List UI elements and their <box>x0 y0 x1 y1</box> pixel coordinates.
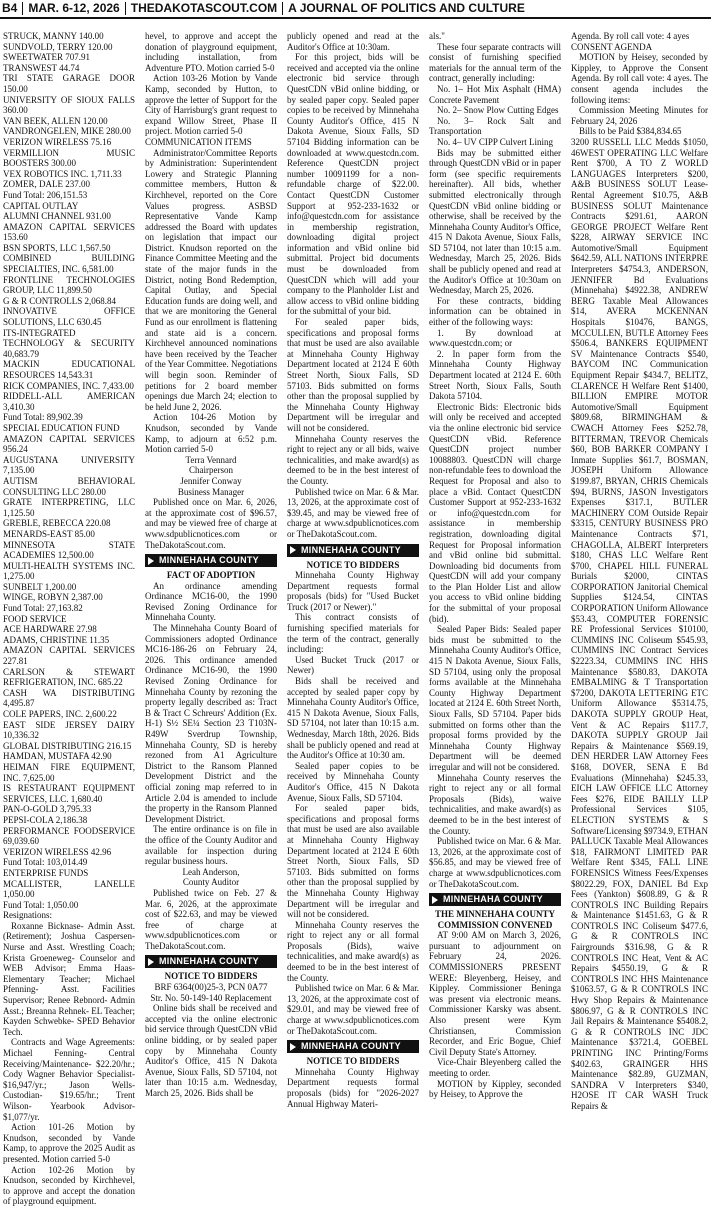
listing-line: Resignations: <box>3 910 52 921</box>
listing-line: CAPITAL OUTLAY <box>3 200 79 211</box>
notice-paragraph: These four separate contracts will consist of furnishing specified materials for the annual term of the contract, generally including: <box>429 41 561 84</box>
notice-paragraph: Action 103-26 Motion by Vande Kamp, seconded by Hutton, to approve the letter of Support for the City of Harrisburg's grant request to expand Willow Street, Phase II project. Motion carried 5-0 <box>145 73 277 137</box>
signature-line: Terra Vennard <box>185 454 237 465</box>
listing-line: 3200 RUSSELL LLC Medds $1050, 46WEST OPERATING LLC Welfare Rent $700, A TO Z WORLD LANGUAGES Interpreters $200, A&B BUSINESS SOLUT Lease-Rental Agreement $10.75, A&B BUSINESS SOLUT Maintenance Contracts $291.61, AARON GEORGE PROJECT Welfare Rent $228, AIRWAY SERVICE INC Automotive/Small Equipment $642.59, ALL NATIONS INTERPRE Interpreters $4754.3, ANDERSON, JENNIFER Bd Evaluations (Minnehaha) $4922.38, ANDREW BERG Taxable Meal Allowances $14, AVERA MCKENNAN Hospitals $10476, BANGS, MCCULLEN, BUTLE Attorney Fees $506.4, BANKERS EQUIPMENT SV Maintenance Contracts $540, BAYCOM INC Communication Equipment Repair $434.7, BELITZ, CLARENCE H Welfare Rent $1400, BILLION EMPIRE MOTOR Automotive/Small Equipment $809.68, BIRMINGHAM & CWACH Attorney Fees $252.78, BITTERMAN, TREVOR Chemicals $60, BOB BARKER COMPANY I Inmate Supplies $61.7, BOSMAN, JOSEPH Uniform Allowance $199.87, BRYAN, CHRIS Chemicals $94, BURNS, JASON Investigators Expenses $317.1, BUTLER MACHINERY COM Outside Repair $3315, CENTURY BUSINESS PRO Maintenance Contracts $71, CHAGOLLA, ALBERT Interpreters $180, CHAS LLC Welfare Rent $700, CHAPEL HILL FUNERAL Burials $2000, CINTAS CORPORATION Janitorial Chemical Supplies $124.54, CINTAS CORPORATION Uniform Allowance $53.43, COMPUTER FORENSIC RE Professional Services $10100, CUMMINS INC Coliseum $545.93, CUMMINS INC Contract Services $2223.34, CUMMINS INC HHS Maintenance $580.83, DAKOTA EMBALMING & T Transportation $7200, DAKOTA LETTERING ETC Uniform Allowance $5314.75, DAKOTA SUPPLY GROUP Heat, Vent & AC Repairs $117.7, DAKOTA SUPPLY GROUP Jail Repairs & Maintenance $569.19, DEN HERDER LAW Attorney Fees $168, DOVER, SENA E Bd Evaluations (Minnehaha) $245.33, EICH LAW OFFICE LLC Attorney Fees $276, EIDE BAILLY LLP Professional Services $105, ELECTION SYSTEMS & S Software/Licensing $9734.9, ETHAN PALLUCK Taxable Meal Allowances $18, FAIRMONT LIMITED PAR Welfare Rent $345, FALL LINE FORENSICS Witness Fees/Expenses $8022.29, FOX, DANIEL Bd Exp Fees (Yankton) $608.89, G & R CONTROLS INC Building Repairs & Maintenance $1451.63, G & R CONTROLS INC Coliseum $477.6, G & R CONTROLS INC Fairgrounds $316.98, G & R CONTROLS INC Heat, Vent & AC Repairs $4550.19, G & R CONTROLS INC HHS Maintenance $1063.57, G & R CONTROLS INC Hwy Shop Repairs & Maintenance $806.97, G & R CONTROLS INC Jail Repairs & Maintenance $5408.2, G & R CONTROLS INC JDC Maintenance $3721.4, GOEBEL PRINTING INC Printing/Forms $402.63, GRAINGER HHS Maintenance $82.89, GUZMAN, SANDRA V Interpreters $340, H2OSE IT CAR WASH Truck Repairs & <box>571 136 708 1111</box>
listing-line: ZOMER, DALE 237.00 <box>3 179 90 190</box>
notice-paragraph: The Minnehaha County Board of Commissioners adopted Ordinance MC16-186-26 on February 24, 2026. This ordinance amended Ordinance MC16-90, the 1990 Revised Zoning Ordinance for Minnehaha County by rezoning the property legally described as: Tract B & Tract C Schreurs' Addition (Ex. H-1) S½ SE¼ Section 23 T103N-R49W Sverdrup Township, Minnehaha County, SD is hereby rezoned from A1 Agriculture District to the Ransom Planned Development District and the official zoning map referred to in Article 2.04 is amended to include the property in the Ransom Planned Development District. <box>145 623 277 824</box>
notice-paragraph: This contract consists of furnishing specified materials for the term of the contract, generally including: <box>287 612 419 655</box>
notice-paragraph: For this project, bids will be received and accepted via the online electronic bid service through QuestCDN vBid online bidding, or by sealed paper copy. Sealed paper copies to be received by Minnehaha County Auditor's Office, 415 N Dakota Avenue, Sioux Falls, SD 57104 Bidding information can be downloaded at www.questcdn.com. Reference QuestCDN project number 10091199 for a non-refundable charge of $22.00. Contact QuestCDN Customer Support at 952-233-1632 or info@questcdn.com for assistance in membership registration, downloading digital project information and vBid online bid submittal. Project bid documents must be downloaded from QuestCDN which will add your company to the Planholder List and allow access to vBid online bidding for the submittal of your bid. <box>287 52 419 317</box>
text-column-5 <box>571 31 708 1111</box>
notice-paragraph: MOTION by Heisey, seconded by Kippley, to Approve the Consent Agenda. By roll call vote: 4 ayes. The consent agenda includes the following items: <box>571 52 708 105</box>
page-number: B4 <box>2 1 18 15</box>
listing-line: G & R CONTROLLS 2,068.84 <box>3 295 117 306</box>
listing-line: MENARDS-EAST 85.00 <box>3 528 95 539</box>
notice-paragraph: For sealed paper bids, specifications and proposal forms that must be used are also available at Minnehaha County Highway Department located at 2124 E 60th Street North, Sioux Falls, SD 57103. Bids submitted on forms other than the proposal supplied by the Minnehaha County Highway Department will be irregular and will not be considered. <box>287 317 419 433</box>
listing-line: VAN BEEK, ALLEN 120.00 <box>3 115 108 126</box>
notice-paragraph: Published twice on Feb. 27 & Mar. 6, 2026, at the approximate cost of $22.63, and may be viewed free of charge at www.sdpublicnotices.com or TheDakotaScout.com. <box>145 887 277 951</box>
section-banner <box>287 1040 419 1053</box>
signature-line: Jennifer Conway <box>180 475 242 486</box>
listing-line: GLOBAL DISTRIBUTING 216.15 <box>3 740 132 751</box>
notice-heading: NOTICE TO BIDDERS <box>306 1056 400 1067</box>
notice-paragraph: Electronic Bids: Electronic bids will only be received and accepted via the online electronic bid service QuestCDN vBid. Reference QuestCDN project number 10088803. QuestCDN will charge non-refundable fees to download the Request for Proposal and also to place a vBid. Contact QuestCDN Customer Support at 952-233-1632 or info@questcdn.com for assistance in membership registration, downloading digital Request for Proposal information and vBid online bid submittal. Downloading bid documents from QuestCDN will add your company to the Plan Holder List and allow you access to vBid online bidding for the submittal of your proposal (bid). <box>429 401 561 624</box>
listing-line: FRONTLINE TECHNOLOGIES GROUP, LLC 11,899.50 <box>3 274 135 296</box>
signature-line: Business Manager <box>177 486 245 497</box>
section-banner-label: MINNEHAHA COUNTY <box>443 894 543 905</box>
notice-paragraph: MOTION by Kippley, seconded by Heisey, to Approve the <box>429 1078 561 1100</box>
arrow-icon <box>290 546 296 554</box>
listing-line: AMAZON CAPITAL SERVICES 956.24 <box>3 433 135 455</box>
text-column-1 <box>3 31 135 1207</box>
notice-paragraph: No. 4– UV CIPP Culvert Lining <box>437 136 554 147</box>
text-column-4 <box>429 31 561 1100</box>
notice-paragraph: Published twice on Mar. 6 & Mar. 13, 2026, at the approximate cost of $56.85, and may be viewed free of charge at www.sdpublicnotices.com or TheDakotaScout.com. <box>429 836 561 889</box>
listing-line: Fund Total: 103,014.49 <box>3 857 88 868</box>
listing-line: AMAZON CAPITAL SERVICES 227.81 <box>3 645 135 667</box>
notice-paragraph: Published once on Mar. 6, 2026, at the approximate cost of $96.57, and may be viewed free of charge at www.sdpublicnotices.com or TheDakotaScout.com. <box>145 497 277 550</box>
notice-paragraph: Minnehaha County reserves the right to reject any or all formal Proposals (Bids), waive technicalities, and make award(s) as deemed to be in the best interest of the County. <box>429 772 561 836</box>
notice-paragraph: 2. In paper form from the Minnehaha County Highway Department located at 2124 E. 60th Street North, Sioux Falls, South Dakota 57104. <box>429 348 561 402</box>
notice-heading: THE MINNEHAHA COUNTY COMMISSION CONVENED <box>434 909 555 930</box>
notice-paragraph: Sealed Paper Bids: Sealed paper bids must be submitted to the Minnehaha County Auditor's Office, 415 N Dakota Avenue, Sioux Falls, SD 57104, using only the proposal forms available at the Minnehaha County Highway Department located at 2124 E. 60th Street North, Sioux Falls, SD 57104. Paper bids submitted on forms other than the proposal forms provided by the Minnehaha County Highway Department will be deemed irregular and will not be considered. <box>429 624 561 772</box>
listing-line: Fund Total: 206,151.53 <box>3 189 88 200</box>
listing-line: RIDDELL-ALL AMERICAN 3,410.30 <box>3 391 135 412</box>
listing-line: GREBLE, REBECCA 220.08 <box>3 518 111 529</box>
listing-line: TRI STATE GARAGE DOOR 150.00 <box>3 73 135 94</box>
site-name: THEDAKOTASCOUT.COM <box>130 1 278 15</box>
listing-line: CASH WA DISTRIBUTING 4,495.87 <box>3 687 135 709</box>
listing-line: WINGE, ROBYN 2,387.00 <box>3 592 103 603</box>
listing-line: HEIMAN FIRE EQUIPMENT, INC. 7,625.00 <box>3 761 135 783</box>
tagline: A JOURNAL OF POLITICS AND CULTURE <box>288 1 525 15</box>
arrow-icon <box>148 557 154 565</box>
notice-paragraph: Published twice on Mar. 6 & Mar. 13, 2026, at the approximate cost of $39.45, and may be viewed free of charge at www.sdpublicnotices.com or TheDakotaScout.com. <box>287 486 419 539</box>
listing-line: Fund Total: 27,163.82 <box>3 603 83 614</box>
listing-line: ADAMS, CHRISTINE 11.35 <box>3 634 110 645</box>
listing-line: GRATE INTERPRETING, LLC 1,125.50 <box>3 497 135 518</box>
listing-line: SUNBELT 1,200.00 <box>3 581 77 592</box>
notice-paragraph: Action 104-26 Motion by Knudson, seconded by Vande Kamp, to adjourn at 6:52 p.m. Motion carried 5-0 <box>145 412 277 455</box>
notice-paragraph: Used Bucket Truck (2017 or Newer) <box>287 654 419 676</box>
listing-line: COLE PAPERS, INC. 2,600.22 <box>3 709 117 719</box>
listing-line: SWEETWATER 707.91 <box>3 52 90 63</box>
listing-line: VERIZON WIRELESS 75.16 <box>3 136 112 147</box>
notice-paragraph: Contracts and Wage Agreements: Michael Fenning- Central Receiving/Maintenance- $22.20/hr.; Cody Wagner Behavior Specialist- $16,947/yr.; Jason Wells- Custodian- $19.65/hr.; Trent Wilson- Yearbook Advisor- $1,077/yr. <box>3 1037 135 1122</box>
section-banner <box>145 955 277 968</box>
listing-line: publicly opened and read at the Auditor's Office at 10:30am. <box>287 31 419 52</box>
signature-line: County Auditor <box>182 877 240 888</box>
listing-line: VERMILLION MUSIC BOOSTERS 300.00 <box>3 147 135 169</box>
listing-line: STRUCK, MANNY 140.00 <box>3 31 104 41</box>
notice-paragraph: Commission Meeting Minutes for February 24, 2026 <box>571 105 708 126</box>
notice-paragraph: Published twice on Mar. 6 & Mar. 13, 2026, at the approximate cost of $29.01, and may be viewed free of charge at www.sdpublicnotices.com or TheDakotaScout.com. <box>287 983 419 1036</box>
notice-paragraph: Action 102-26 Motion by Knudson, seconded by Kirchhevel, to approve and accept the donation of playground equipment. <box>3 1164 135 1207</box>
listing-line: MACKIN EDUCATIONAL RESOURCES 14,543.31 <box>3 359 135 380</box>
notice-paragraph: Minnehaha County reserves the right to reject any or all bids, waive technicalities, and make award(s) as deemed to be in the best interest of the County. <box>287 433 419 486</box>
listing-line: UNIVERSITY OF SIOUX FALLS 360.00 <box>3 94 135 116</box>
listing-line: PERFORMANCE FOODSERVICE 69,039.60 <box>3 825 135 847</box>
listing-line: EAST SIDE JERSEY DAIRY 10,336.32 <box>3 719 135 741</box>
notice-paragraph: Minnehaha County Highway Department requests formal proposals (bids) for "Used Bucket Truck (2017 or Newer)." <box>287 570 419 612</box>
listing-line: MINNESOTA STATE ACADEMIES 12,500.00 <box>3 539 135 561</box>
listing-line: VANDRONGELEN, MIKE 280.00 <box>3 126 131 137</box>
listing-line: SPECIAL EDUCATION FUND <box>3 422 120 433</box>
listing-line: hevel, to approve and accept the donation of playground equipment, including installation, from Adventure PTO. Motion carried 5-0 <box>145 31 277 73</box>
notice-paragraph: The entire ordinance is on file in the office of the County Auditor and available for inspection during regular business hours. <box>145 824 277 867</box>
listing-line: PAN-O-GOLD 3,795.33 <box>3 804 92 815</box>
signature-line: BRF 6364(00)25-3, PCN 0A77 <box>154 982 268 993</box>
listing-line: HAMDAN, MUSTAFA 42.90 <box>3 751 112 762</box>
section-banner-label: MINNEHAHA COUNTY <box>301 544 401 555</box>
listing-line: Agenda. By roll call vote: 4 ayes <box>571 31 690 41</box>
listing-line: CONSENT AGENDA <box>571 41 653 52</box>
notice-paragraph: An ordinance amending Ordinance MC16-00, the 1990 Revised Zoning Ordinance for Minnehaha County. <box>145 580 277 623</box>
notice-paragraph: Roxanne Bicknase- Admin Asst. (Retirement); Joshua Caspersen- Nurse and Asst. Wrestling Coach; Krista Groeneweg- Counselor and WEB Advisor; Emma Haas- Elementary Teacher; Michael Pfenning- Asst. Facilities Supervisor; Renee Rebnord- Admin Asst.; Breanna Rehnek- EL Teacher; Kayden Schwebke- SPED Behavior Tech. <box>3 920 135 1037</box>
notice-heading: NOTICE TO BIDDERS <box>306 559 400 570</box>
notice-paragraph: No. 2– Snow Plow Cutting Edges <box>437 105 559 116</box>
notice-paragraph: Action 101-26 Motion by Knudson, seconded by Vande Kamp, to approve the 2025 Audit as presented. Motion carried 5-0 <box>3 1122 135 1164</box>
notice-heading: NOTICE TO BIDDERS <box>164 971 258 982</box>
listing-line: VERIZON WIRELESS 42.96 <box>3 846 112 857</box>
notice-paragraph: Sealed paper copies to be received by Minnehaha County Auditor's Office, 415 N Dakota Avenue, Sioux Falls, SD 57104. <box>287 760 419 803</box>
listing-line: VEX ROBOTICS INC. 1,711.33 <box>3 168 122 179</box>
notice-paragraph: Minnehaha County reserves the right to reject any or all formal Proposals (Bids), waive technicalities, and make award(s) as deemed to be in the best interest of the County. <box>287 919 419 983</box>
notice-paragraph: Vice-Chair Bleyenberg called the meeting to order. <box>429 1057 561 1078</box>
notice-paragraph: Minnehaha County Highway Department requests formal proposals (bids) for "2026-2027 Annual Highway Materi- <box>287 1066 419 1109</box>
listing-line: AMAZON CAPITAL SERVICES 153.60 <box>3 221 135 243</box>
signature-line: Leah Anderson, <box>182 866 240 877</box>
listing-line: ALUMNI CHANNEL 931.00 <box>3 211 111 222</box>
listing-line: MULTI-HEALTH SYSTEMS INC. 1,275.00 <box>3 560 135 582</box>
notice-heading: FACT OF ADOPTION <box>166 570 256 581</box>
notice-paragraph: Bills to be Paid $384,834.65 <box>579 126 682 137</box>
arrow-icon <box>432 896 438 904</box>
section-banner-label: MINNEHAHA COUNTY <box>159 956 259 967</box>
text-column-2 <box>145 31 277 1098</box>
listing-line: ITS-INTEGRATED TECHNOLOGY & SECURITY 40,683.79 <box>3 327 135 359</box>
listing-line: MCALLISTER, LANELLE 1,050.00 <box>3 878 135 900</box>
listing-line: Fund Total: 1,050.00 <box>3 899 79 910</box>
notice-paragraph: AT 9:00 AM on March 3, 2026, pursuant to adjournment on February 24, 2026. COMMISSIONERS PRESENT WERE: Bleyenberg, Heisey, and Kippley. Commissioner Beninga was present via electronic means. Commissioner Karsky was absent. Also present were Kym Christiansen, Commission Recorder, and Eric Bogue, Chief Civil Deputy State's Attorney. <box>429 930 561 1057</box>
listing-line: ENTERPRISE FUNDS <box>3 867 89 878</box>
notice-paragraph: For these contracts, bidding information can be obtained in either of the following ways: <box>429 295 561 328</box>
masthead <box>0 0 711 19</box>
arrow-icon <box>290 1043 296 1051</box>
section-banner <box>287 544 419 557</box>
listing-line: als." <box>429 31 445 41</box>
section-banner-label: MINNEHAHA COUNTY <box>301 1041 401 1052</box>
notice-paragraph: Bids shall be received and accepted by sealed paper copy by Minnehaha County Auditor's Office, 415 N Dakota Avenue, Sioux Falls, SD 57104, not later than 10:15 a.m. Wednesday, March 18th, 2026. Bids shall be publicly opened and read at the Auditor's Office at 10:30 am. <box>287 676 419 761</box>
listing-line: ACE HARDWARE 27.98 <box>3 624 97 635</box>
listing-line: AUTISM BEHAVIORAL CONSULTING LLC 280.00 <box>3 475 135 497</box>
listing-line: COMBINED BUILDING SPECIALTIES, INC. 6,581.00 <box>3 253 135 275</box>
listing-line: Fund Total: 89,902.39 <box>3 412 83 423</box>
listing-line: IS RESTAURANT EQUIPMENT SERVICES, LLC. 1,680.40 <box>3 783 135 804</box>
listing-line: CARLSON & STEWART REFRIGERATION, INC. 685.22 <box>3 666 135 688</box>
section-banner <box>429 893 561 906</box>
text-column-3 <box>287 31 419 1109</box>
listing-line: AUGUSTANA UNIVERSITY 7,135.00 <box>3 454 135 476</box>
notice-paragraph: Administrator/Committee Reports by Administration: Superintendent Lowery and Strategic Planning committee members, Hutton & Kirchhevel, reported on the Core Values progress. ASBSD Representative Vande Kamp addressed the Board with updates on legislation that impact our District. Knudson reported on the Finance Committee Meeting and the state of the major funds in the District, noting Bond Redemption, Capital Outlay, and Special Education funds are doing well, and that we are monitoring the General Fund as our enrollment is flattening and state aid is a concern. Kirchhevel announced nominations have been received by the Teacher of the Year Committee. Negotiations will begin soon. Reminder of petitions for 2 board member openings due March 24; election to be held June 2, 2026. <box>145 147 277 412</box>
notice-paragraph: 1. By download at www.questcdn.com; or <box>429 327 561 349</box>
listing-line: BSN SPORTS, LLC 1,567.50 <box>3 242 111 253</box>
listing-line: SUNDVOLD, TERRY 120.00 <box>3 41 113 52</box>
listing-line: RICK COMPANIES, INC. 7,433.00 <box>3 380 134 391</box>
listing-line: TRANSWEST 44.74 <box>3 62 80 73</box>
listing-line: FOOD SERVICE <box>3 613 67 624</box>
signature-line: Chairperson <box>189 465 233 476</box>
issue-date: MAR. 6-12, 2026 <box>28 1 120 15</box>
section-banner <box>145 554 277 567</box>
arrow-icon <box>148 958 154 966</box>
listing-line: INNOVATIVE OFFICE SOLUTIONS, LLC 630.45 <box>3 306 135 328</box>
notice-paragraph: No. 1– Hot Mix Asphalt (HMA) Concrete Pavement <box>429 83 561 105</box>
listing-line: COMMUNICATION ITEMS <box>145 136 252 147</box>
signature-line: Str. No. 50-149-140 Replacement <box>150 992 272 1003</box>
notice-paragraph: For sealed paper bids, specifications and proposal forms that must be used are also available at Minnehaha County Highway Department located at 2124 E 60th Street North, Sioux Falls, SD 57103. Bids submitted on forms other than the proposal supplied by the Minnehaha County Highway Department will be irregular and will not be considered. <box>287 803 419 920</box>
notice-paragraph: Bids may be submitted either through QuestCDN vBid or in paper form (see specific requirements hereinafter). All bids, whether submitted electronically through QuestCDN vBid online bidding or otherwise, shall be received by the Minnehaha County Auditor's Office, 415 N Dakota Avenue, Sioux Falls, SD 57104, not later than 10:15 a.m. Wednesday, March 25, 2026. Bids shall be publicly opened and read at the Auditor's Office at 10:30am on Wednesday, March 25, 2026. <box>429 147 561 296</box>
section-banner-label: MINNEHAHA COUNTY <box>159 555 259 566</box>
notice-paragraph: Online bids shall be received and accepted via the online electronic bid service through QuestCDN vBid online bidding, or by sealed paper copy by Minnehaha County Auditor's Office, 415 N Dakota Avenue, Sioux Falls, SD 57104, not later than 10:15 a.m. Wednesday, March 25, 2026. Bids shall be <box>145 1003 277 1098</box>
notice-paragraph: No. 3– Rock Salt and Transportation <box>429 115 561 137</box>
listing-line: PEPSI-COLA 2,186.38 <box>3 814 88 825</box>
